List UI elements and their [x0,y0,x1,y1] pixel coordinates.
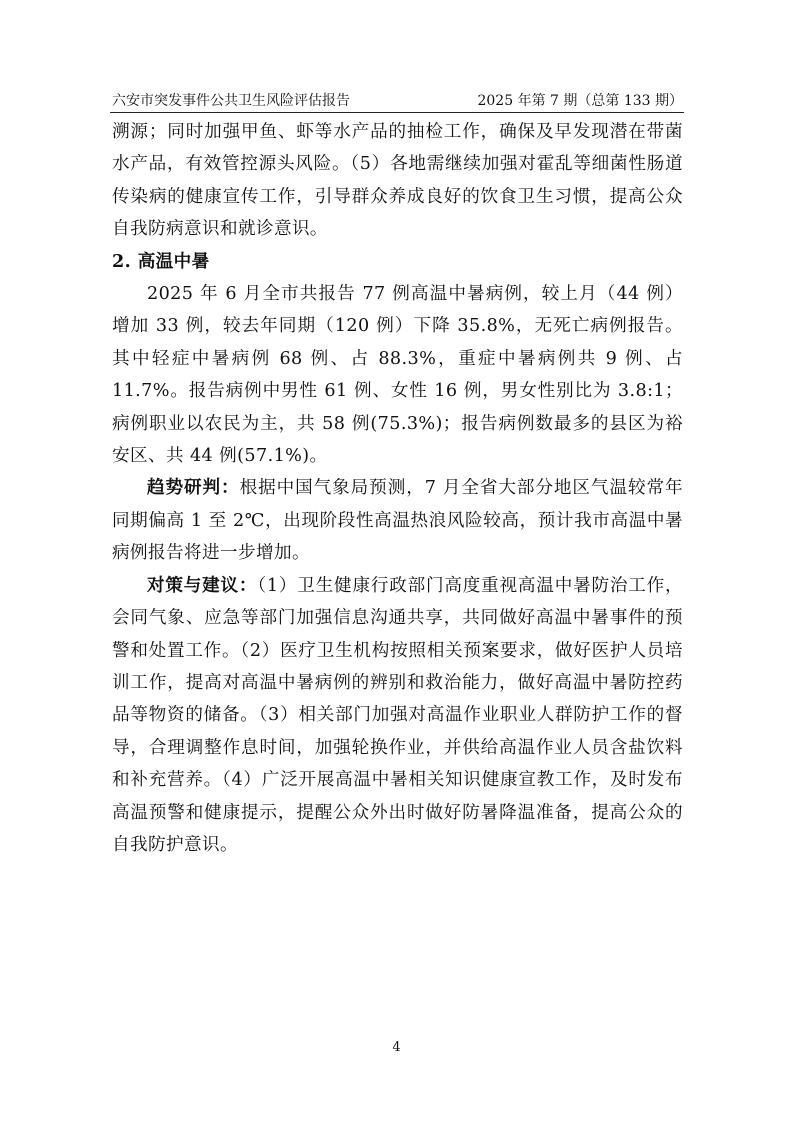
trend-text: 根据中国气象局预测，7 月全省大部分地区气温较常年同期偏高 1 至 2℃，出现阶段性高温热浪风险较高，预计我市高温中暑病例报告将进一步增加。 [112,478,683,564]
document-body [112,116,683,861]
page-header [112,90,683,112]
paragraph-measures [112,570,683,862]
paragraph-heatstroke-stats: 2025 年 6 月全市共报告 77 例高温中暑病例，较上月（44 例）增加 33 例，较去年同期（120 例）下降 35.8%，无死亡病例报告。其中轻症中暑病例 68 例、占 88.3%，重症中暑病例共 9 例、占 11.7%。报告病例中男性 61 例、女性 16 例，男女性别比为 3.8:1；病例职业以农民为主，共 58 例(75.3%)；报告病例数最多的县区为裕安区、共 44 例(57.1%)。 [112,284,683,467]
measures-lead-label: 对策与建议： [147,574,258,596]
trend-lead-label: 趋势研判： [147,477,240,499]
issue-number: 2025 年第 7 期（总第 133 期） [477,93,683,109]
paragraph-continued: 溯源；同时加强甲鱼、虾等水产品的抽检工作，确保及早发现潜在带菌水产品，有效管控源头风险。（5）各地需继续加强对霍乱等细菌性肠道传染病的健康宣传工作，引导群众养成良好的饮食卫生习惯，提高公众自我防病意识和就诊意识。 [112,122,683,240]
header-divider [110,112,684,113]
section-title-heatstroke: 2. 高温中暑 [112,250,210,272]
page-number: 4 [392,1040,401,1055]
measures-text: （1）卫生健康行政部门高度重视高温中暑防治工作，会同气象、应急等部门加强信息沟通共享，共同做好高温中暑事件的预警和处置工作。（2）医疗卫生机构按照相关预案要求，做好医护人员培训工作，提高对高温中暑病例的辨别和救治能力，做好高温中暑防控药品等物资的储备。（3）相关部门加强对高温作业职业人群防护工作的督导，合理调整作息时间，加强轮换作业，并供给高温作业人员含盐饮料和补充营养。（4）广泛开展高温中暑相关知识健康宣教工作，及时发布高温预警和健康提示，提醒公众外出时做好防暑降温准备，提高公众的自我防护意识。 [112,575,684,855]
paragraph-trend [112,472,683,569]
report-title: 六安市突发事件公共卫生风险评估报告 [112,93,350,109]
